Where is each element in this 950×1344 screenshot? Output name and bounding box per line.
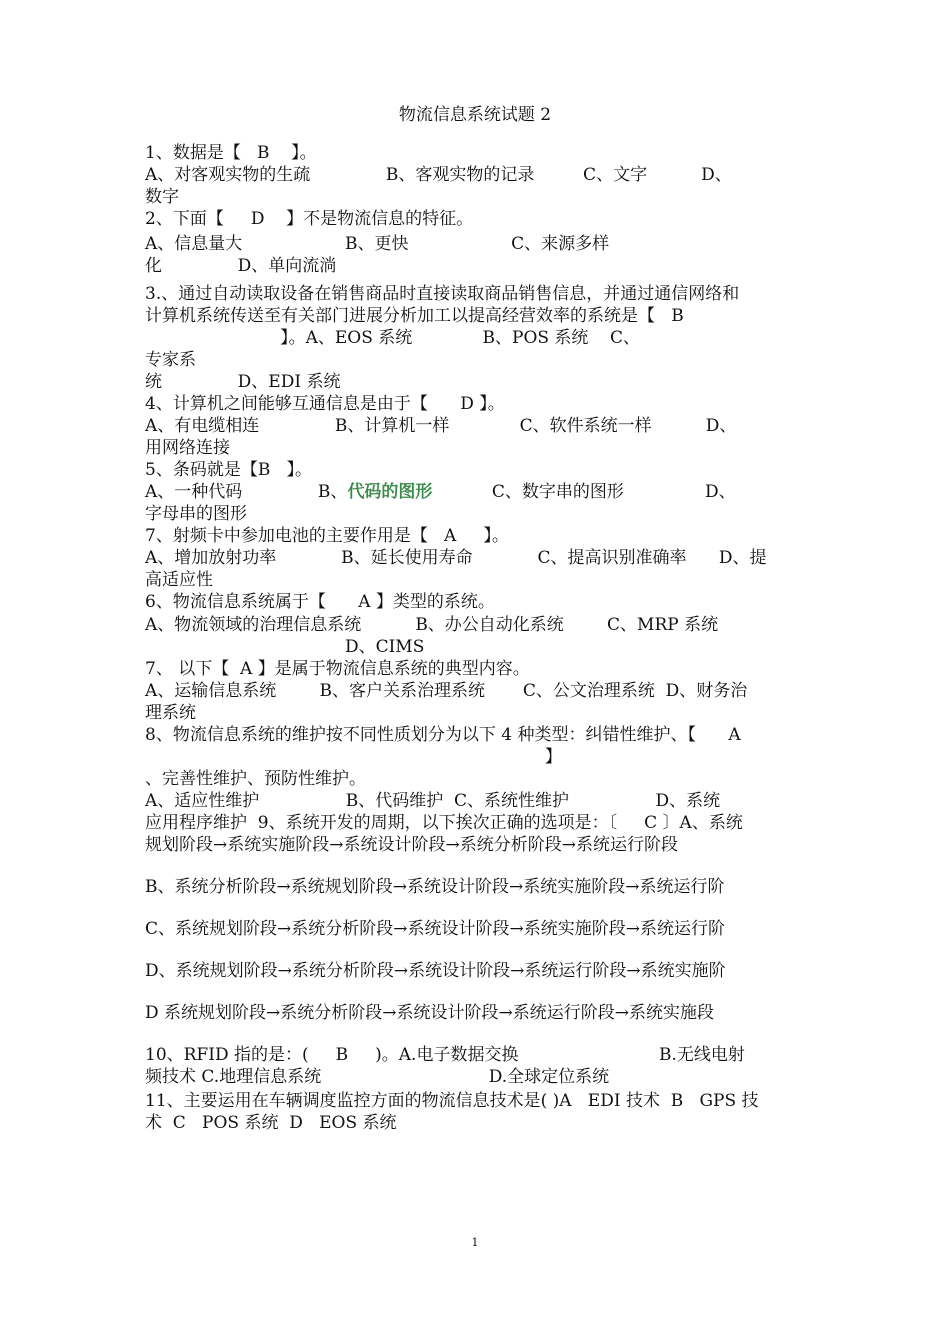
text-line: 10、RFID 指的是：( B )。A.电子数据交换 B.无线电射 [145,1045,745,1065]
text-line: 化 D、单向流淌 [145,256,337,276]
text-line: 应用程序维护 9、系统开发的周期，以下挨次正确的选项是：〔 C 〕A、系统 [145,813,743,833]
text-line: 术 C POS 系统 D EOS 系统 [145,1113,397,1133]
q5-options-rest: C、数字串的图形 D、 [432,482,736,502]
text-line: A、运输信息系统 B、客户关系治理系统 C、公文治理系统 D、财务治 [145,681,748,701]
q5-option-b-highlight: 代码的图形 [347,482,433,502]
text-line: 数字 [145,187,179,207]
text-line: A、增加放射功率 B、延长使用寿命 C、提高识别准确率 D、提 [145,548,767,568]
text-line: C、系统规划阶段→系统分析阶段→系统设计阶段→系统实施阶段→系统运行阶 [145,919,725,939]
text-line: 字母串的图形 [145,504,247,524]
text-line: 1、数据是【 B 】。 [145,143,317,163]
text-line: 计算机系统传送至有关部门进展分析加工以提高经营效率的系统是【 B [145,306,684,326]
text-line: A、有电缆相连 B、计算机一样 C、软件系统一样 D、 [145,416,737,436]
text-line: D、CIMS [145,637,425,657]
text-line: 2、下面【 D 】不是物流信息的特征。 [145,209,474,229]
text-line: 】 [145,747,562,767]
text-line: D 系统规划阶段→系统分析阶段→系统设计阶段→系统运行阶段→系统实施段 [145,1003,715,1023]
text-line: A、对客观实物的生疏 B、客观实物的记录 C、文字 D、 [145,165,732,185]
text-line: 7、 以下【 A 】是属于物流信息系统的典型内容。 [145,659,530,679]
text-line: 高适应性 [145,570,213,590]
text-line: D、系统规划阶段→系统分析阶段→系统设计阶段→系统运行阶段→系统实施阶 [145,961,726,981]
text-line: 7、射频卡中参加电池的主要作用是【 A 】。 [145,526,509,546]
text-line: 5、条码就是【B 】。 [145,460,313,480]
text-line: 频技术 C.地理信息系统 D.全球定位系统 [145,1067,610,1087]
text-line: 专家系 [145,350,196,370]
text-line [145,481,736,503]
text-line: 统 D、EDI 系统 [145,372,341,392]
text-line: 6、物流信息系统属于【 A 】类型的系统。 [145,592,495,612]
text-line: A、适应性维护 B、代码维护 C、系统性维护 D、系统 [145,791,721,811]
text-line: 4、计算机之间能够互通信息是由于【 D 】。 [145,394,505,414]
text-line: 用网络连接 [145,438,230,458]
text-line: 规划阶段→系统实施阶段→系统设计阶段→系统分析阶段→系统运行阶段 [145,835,678,855]
text-line: 】。A、EOS 系统 B、POS 系统 C、 [145,328,641,348]
q5-options-start: A、一种代码 B、 [145,482,348,502]
text-line: B、系统分析阶段→系统规划阶段→系统设计阶段→系统实施阶段→系统运行阶 [145,877,725,897]
text-line: A、信息量大 B、更快 C、来源多样 [145,234,610,254]
text-line: A、物流领域的治理信息系统 B、办公自动化系统 C、MRP 系统 [145,615,719,635]
text-line: 理系统 [145,703,196,723]
text-line: 8、物流信息系统的维护按不同性质划分为以下 4 种类型：纠错性维护、【 A [145,725,741,745]
text-line: 3.、通过自动读取设备在销售商品时直接读取商品销售信息，并通过通信网络和 [145,284,740,304]
text-line: 11、主要运用在车辆调度监控方面的物流信息技术是( )A EDI 技术 B GPS 技 [145,1091,759,1111]
text-line: 、完善性维护、预防性维护。 [145,769,366,789]
page-number: 1 [471,1236,479,1249]
document-title: 物流信息系统试题 2 [398,105,552,125]
